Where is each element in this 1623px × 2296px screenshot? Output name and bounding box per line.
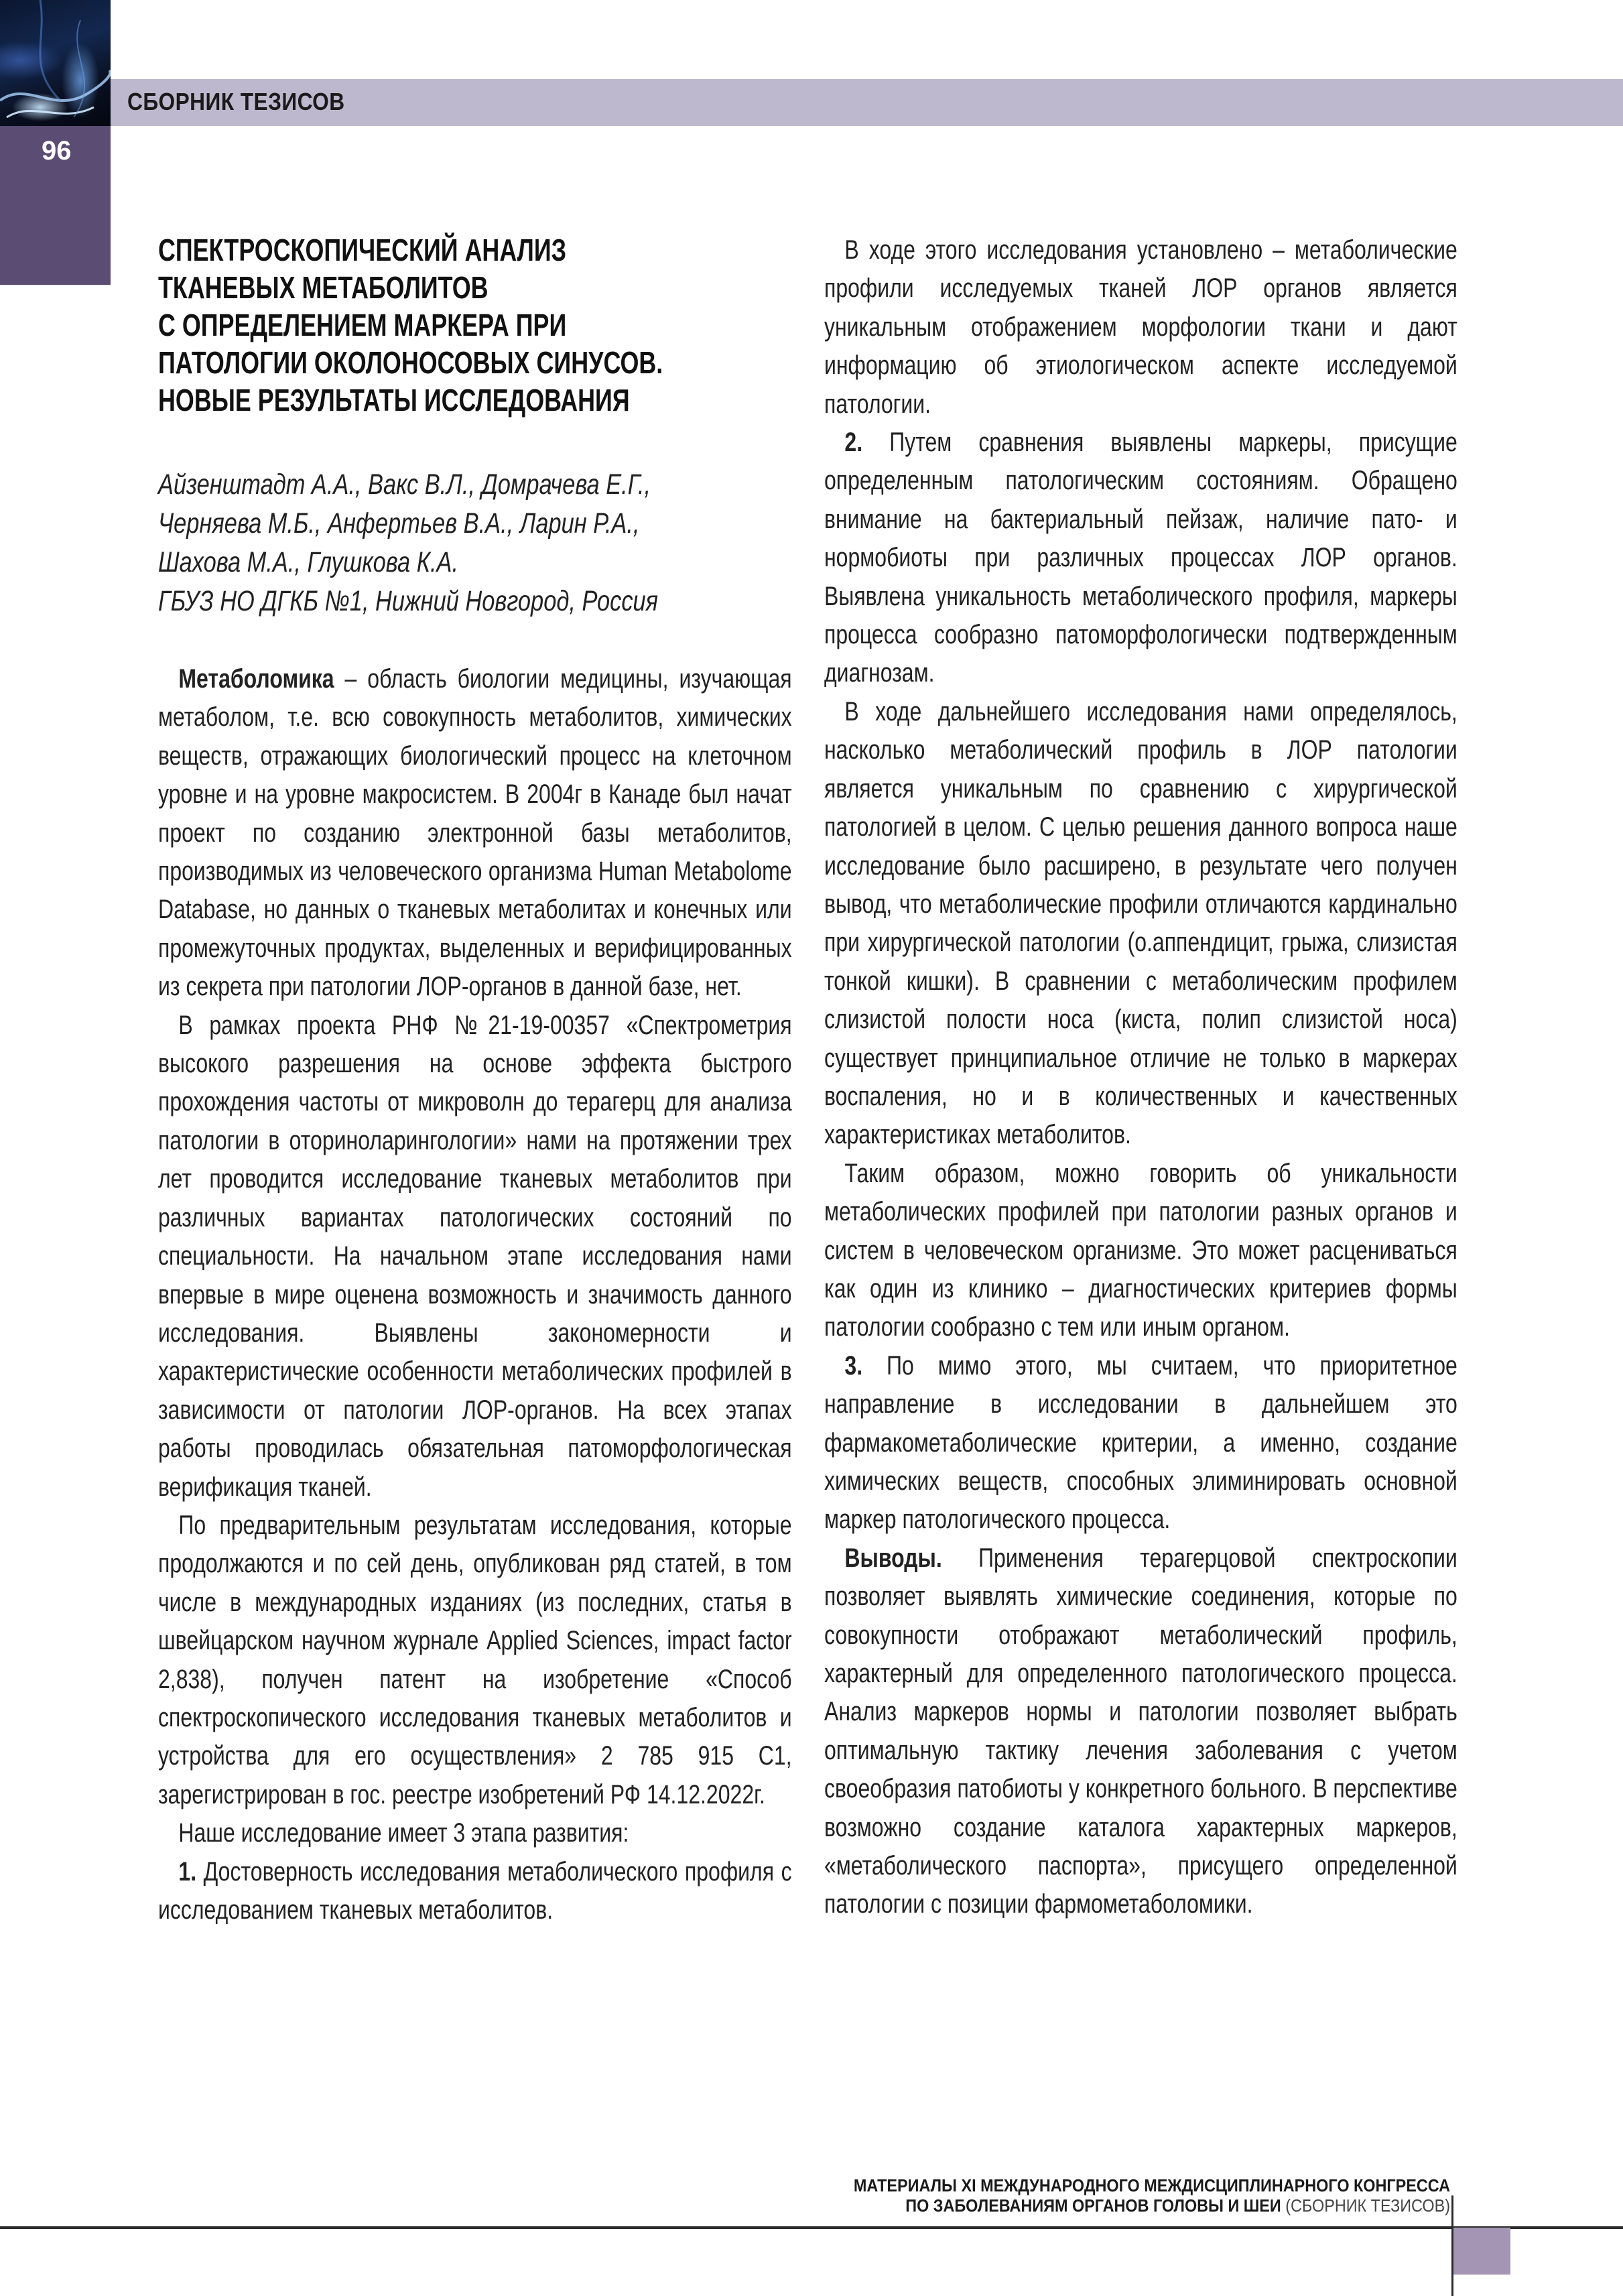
paragraph xyxy=(824,424,1457,693)
paragraph-text: В ходе дальнейшего исследования нами определялось, насколько метаболический профиль в ЛОР патологии является уникальным по сравнению с хирургической патологией в целом. С целью решения данного вопроса наше исследование было расширено, в результате чего получен вывод, что метаболические профили отличаются кардинально при хирургической патологии (о.аппендицит, грыжа, слизистая тонкой кишки). В сравнении с метаболическим профилем слизистой полости носа (киста, полип слизистой носа) существует принципиальное отличие не только в маркерах воспаления, но и в количественных и качественных характеристиках метаболитов. xyxy=(824,696,1457,1150)
footer-conference-title xyxy=(854,2175,1450,2216)
paragraph-text: Достоверность исследования метаболического профиля с исследованием тканевых метаболитов. xyxy=(158,1856,792,1925)
smoke-swirl-icon xyxy=(0,0,111,127)
paragraph-text: Применения терагерцовой спектроскопии позволяет выявлять химические соединения, которые по совокупности отображают метаболический профиль, характерный для определенного патологического процесса. Анализ маркеров нормы и патологии позволяет выбрать оптимальную тактику лечения заболевания с учетом своеобразия патобиоты у конкретного больного. В перспективе возможно создание каталога характерных маркеров, «метаболического паспорта», присущего определенной патологии с позиции фармометаболомики. xyxy=(824,1543,1457,1919)
paragraph xyxy=(824,1347,1457,1539)
paragraph-lead: Выводы. xyxy=(844,1543,942,1573)
right-column xyxy=(824,231,1457,1924)
footer-line-1: МАТЕРИАЛЫ XI МЕЖДУНАРОДНОГО МЕЖДИСЦИПЛИНАРНОГО КОНГРЕССА xyxy=(853,2175,1450,2195)
paragraph xyxy=(824,1155,1457,1347)
paragraph xyxy=(824,693,1457,1155)
paragraph xyxy=(158,1814,792,1852)
title-line: ПАТОЛОГИИ ОКОЛОНОСОВЫХ СИНУСОВ. xyxy=(158,345,663,380)
article-title xyxy=(158,231,663,419)
title-line: СПЕКТРОСКОПИЧЕСКИЙ АНАЛИЗ xyxy=(158,233,567,267)
footer-divider xyxy=(0,2226,1623,2229)
paragraph xyxy=(158,660,792,1007)
left-column xyxy=(158,660,792,1929)
paragraph xyxy=(158,1853,792,1930)
affiliation-line: ГБУЗ НО ДГКБ №1, Нижний Новгород, Россия xyxy=(158,585,659,617)
footer-line-2-bold: ПО ЗАБОЛЕВАНИЯМ ОРГАНОВ ГОЛОВЫ И ШЕИ xyxy=(905,2195,1281,2216)
paragraph xyxy=(824,1539,1457,1924)
paragraph-text: Таким образом, можно говорить об уникальности метаболических профилей при патологии разных органов и систем в человеческом организме. Это может расцениваться как один из клинико – диагностических критериев формы патологии сообразно с тем или иным органом. xyxy=(824,1158,1457,1342)
authors-line: Шахова М.А., Глушкова К.А. xyxy=(158,546,459,578)
title-line: НОВЫЕ РЕЗУЛЬТАТЫ ИССЛЕДОВАНИЯ xyxy=(158,383,630,418)
paragraph-text: В ходе этого исследования установлено – метаболические профили исследуемых тканей ЛОР органов является уникальным отображением морфологии ткани и дают информацию об этиологическом аспекте исследуемой патологии. xyxy=(824,235,1457,419)
paragraph-text: По мимо этого, мы считаем, что приоритетное направление в исследовании в дальнейшем это фармакометаболические критерии, а именно, создание химических веществ, способных элиминировать основной маркер патологического процесса. xyxy=(824,1350,1457,1535)
authors-line: Черняева М.Б., Анфертьев В.А., Ларин Р.А., xyxy=(158,507,640,539)
section-title: СБОРНИК ТЕЗИСОВ xyxy=(127,88,345,115)
authors-line: Айзенштадт А.А., Вакс В.Л., Домрачева Е.Г., xyxy=(158,468,651,501)
paragraph-lead: 3. xyxy=(844,1350,863,1381)
paragraph-text: Наше исследование имеет 3 этапа развития: xyxy=(178,1818,629,1848)
footer-line-2 xyxy=(854,2195,1450,2216)
paragraph-lead: Метаболомика xyxy=(178,664,334,694)
paragraph xyxy=(158,1007,792,1507)
paragraph-lead: 2. xyxy=(844,428,863,458)
page-number: 96 xyxy=(42,136,72,166)
paragraph-text: В рамках проекта РНФ №21-19-00357 «Спектрометрия высокого разрешения на основе эффекта быстрого прохождения частоты от микроволн до терагерц для анализа патологии в оториноларингологии» нами на протяжении трех лет проводится исследование тканевых метаболитов при различных вариантах патологических состояний по специальности. На начальном этапе исследования нами впервые в мире оценена возможность и значимость данного исследования. Выявлены закономерности и характеристические особенности метаболических профилей в зависимости от патологии ЛОР-органов. На всех этапах работы проводилась обязательная патоморфологическая верификация тканей. xyxy=(158,1010,792,1502)
paragraph xyxy=(824,231,1457,424)
title-line: ТКАНЕВЫХ МЕТАБОЛИТОВ xyxy=(158,270,489,305)
title-line: С ОПРЕДЕЛЕНИЕМ МАРКЕРА ПРИ xyxy=(158,308,567,342)
paragraph xyxy=(158,1507,792,1814)
footer-line-2-light: (СБОРНИК ТЕЗИСОВ) xyxy=(1281,2195,1450,2216)
paragraph-text: Путем сравнения выявлены маркеры, присущие определенным патологическим состояниям. Обращено внимание на бактериальный пейзаж, наличие пато- и нормобиоты при различных процессах ЛОР органов. Выявлена уникальность метаболического профиля, маркеры процесса сообразно патоморфологически подтвержденным диагнозам. xyxy=(824,428,1457,688)
authors-block xyxy=(158,465,694,621)
paragraph-text: – область биологии медицины, изучающая метаболом, т.е. всю совокупность метаболитов, химических веществ, отражающих биологический процесс на клеточном уровне и на уровне макросистем. В 2004г в Канаде был начат проект по созданию электронной базы метаболитов, производимых из человеческого организма Human Metabolome Database, но данных о тканевых метаболитах и конечных или промежуточных продуктах, выделенных и верифицированных из секрета при патологии ЛОР-органов в данной базе, нет. xyxy=(158,664,792,1002)
paragraph-text: По предварительным результатам исследования, которые продолжаются и по сей день, опубликован ряд статей, в том числе в международных изданиях (из последних, статья в швейцарском научном журнале Applied Sciences, impact factor 2,838), получен патент на изобретение «Способ спектроскопического исследования тканевых метаболитов и устройства для его осуществления» 2 785 915 С1, зарегистрирован в гос. реестре изобретений РФ 14.12.2022г. xyxy=(158,1510,792,1809)
paragraph-lead: 1. xyxy=(178,1856,197,1887)
footer-accent-box xyxy=(1453,2228,1510,2275)
corner-decorative-image xyxy=(0,0,111,127)
